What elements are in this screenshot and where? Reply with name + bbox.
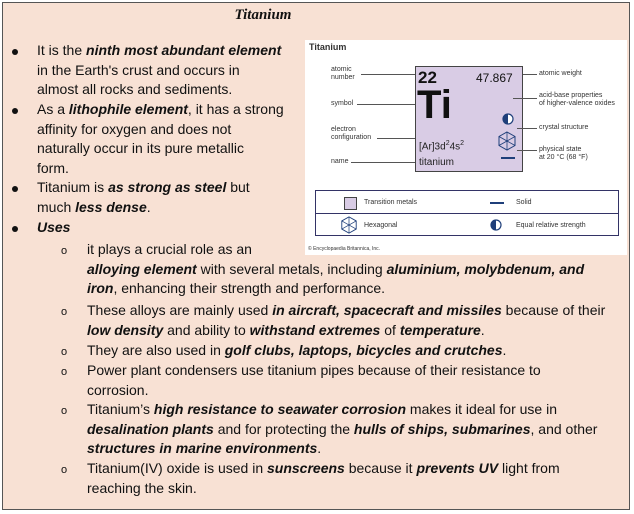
- atomic-weight-label: atomic weight: [539, 70, 582, 77]
- text: , and other: [530, 420, 598, 437]
- leader-line: [361, 74, 415, 75]
- acid-base-label: acid-base properties of higher-valence oxides: [539, 92, 615, 107]
- text: 2: [445, 140, 450, 147]
- text: with several metals, including: [196, 260, 387, 277]
- legend-solid: Solid: [516, 199, 532, 206]
- element-tile: [415, 66, 523, 172]
- emphasis: sunscreens: [267, 460, 345, 476]
- hexagonal-legend-icon: [340, 216, 358, 234]
- half-circle-legend-icon: [490, 219, 502, 231]
- atomic-weight: 47.867: [476, 71, 513, 85]
- text: it plays a crucial role as an: [87, 241, 252, 257]
- bullet-lithophile: [37, 100, 301, 178]
- bullet-marker: [12, 186, 18, 192]
- text: form.: [37, 159, 69, 176]
- emphasis: as strong as steel: [108, 179, 227, 195]
- emphasis: alloying element: [87, 260, 197, 277]
- text: in the Earth's crust and occurs in: [37, 61, 240, 78]
- leader-line: [377, 138, 415, 139]
- leader-line: [357, 104, 415, 105]
- bullet-strength: [37, 178, 301, 217]
- sub-bullet-marker: o: [61, 346, 68, 358]
- use-golf-clubs: [87, 341, 627, 361]
- bullet-abundance: [37, 41, 297, 100]
- leader-line: [517, 150, 537, 151]
- figure-legend: [315, 190, 619, 236]
- text: , enhancing their strength and performance.: [113, 280, 386, 296]
- text: [Ar]3d: [419, 141, 446, 153]
- emphasis: desalination plants: [87, 420, 214, 437]
- emphasis: aluminium, molybdenum, and: [386, 260, 585, 277]
- text: because of their: [501, 302, 606, 318]
- electron-configuration: [419, 140, 464, 152]
- text: It is the: [37, 42, 87, 58]
- text: Titanium(IV) oxide is used in: [87, 460, 267, 476]
- text: Titanium is: [37, 179, 109, 195]
- text: of: [380, 321, 400, 338]
- name-label: name: [331, 158, 349, 165]
- sub-bullet-marker: o: [61, 245, 68, 257]
- text: .: [502, 342, 507, 358]
- text: but: [226, 179, 250, 195]
- text: They are also used in: [87, 342, 225, 358]
- legend-hexagonal: Hexagonal: [364, 222, 398, 229]
- sub-bullet-marker: o: [61, 366, 68, 378]
- periodic-element-figure: [305, 40, 627, 255]
- text: makes it ideal for use in: [406, 401, 557, 417]
- legend-divider: [316, 213, 618, 214]
- atomic-number-label: atomic number: [331, 66, 355, 81]
- uses-heading: Uses: [37, 219, 71, 235]
- element-symbol: Ti: [417, 83, 452, 127]
- electron-config-label: electron configuration: [331, 126, 372, 141]
- transition-metals-swatch: [344, 197, 357, 210]
- text: These alloys are mainly used: [87, 302, 273, 318]
- emphasis: temperature: [399, 321, 481, 338]
- half-circle-icon: [502, 113, 514, 125]
- atomic-number: 22: [418, 68, 437, 87]
- text: and ability to: [163, 321, 250, 338]
- text: corrosion.: [87, 381, 149, 398]
- bullet-marker: [12, 226, 18, 232]
- text: .: [146, 198, 151, 215]
- text: almost all rocks and sediments.: [37, 81, 233, 97]
- text: reaching the skin.: [87, 479, 197, 496]
- legend-transition-metals: Transition metals: [364, 199, 418, 206]
- text: 4s: [449, 141, 461, 153]
- sub-bullet-marker: o: [61, 464, 68, 476]
- text: light from: [498, 460, 560, 476]
- emphasis: hulls of ships, submarines: [353, 420, 531, 437]
- emphasis: high resistance to seawater corrosion: [153, 401, 407, 417]
- text: .: [317, 440, 322, 456]
- copyright-note: © Encyclopaedia Britannica, Inc.: [308, 246, 381, 252]
- sub-bullet-marker: o: [61, 306, 68, 318]
- leader-line: [517, 128, 537, 129]
- solid-state-line: [501, 157, 515, 159]
- emphasis: withstand extremes: [249, 321, 381, 338]
- emphasis: low density: [87, 321, 164, 338]
- solid-line-icon: [490, 202, 504, 204]
- use-seawater: [87, 400, 627, 459]
- text: .: [480, 321, 485, 338]
- leader-line: [513, 98, 537, 99]
- text: Power plant condensers use titanium pipes because of their resistance to: [87, 362, 541, 378]
- figure-heading: Titanium: [309, 42, 347, 52]
- leader-line: [351, 162, 415, 163]
- text: Titanium’s: [87, 401, 154, 417]
- emphasis: less dense: [75, 198, 147, 215]
- emphasis: golf clubs, laptops, bicycles and crutches: [224, 342, 503, 358]
- emphasis: iron: [87, 280, 114, 296]
- text: much: [37, 198, 76, 215]
- emphasis: in aircraft, spacecraft and missiles: [272, 302, 502, 318]
- crystal-structure-label: crystal structure: [539, 124, 589, 131]
- hexagonal-crystal-icon: [497, 131, 517, 151]
- bullet-marker: [12, 108, 18, 114]
- text: 2: [460, 140, 465, 147]
- text: affinity for oxygen and does not: [37, 120, 232, 137]
- symbol-label: symbol: [331, 100, 354, 107]
- legend-equal-strength: Equal relative strength: [516, 222, 586, 229]
- emphasis: lithophile element: [68, 101, 188, 117]
- emphasis: prevents UV: [416, 460, 499, 476]
- text: because it: [344, 460, 417, 476]
- bullet-marker: [12, 49, 18, 55]
- text: and for protecting the: [213, 420, 354, 437]
- physical-state-label: physical state at 20 °C (68 °F): [539, 146, 588, 161]
- leader-line: [523, 74, 537, 75]
- sub-bullet-marker: o: [61, 405, 68, 417]
- use-sunscreen: [87, 459, 627, 498]
- text: naturally occur in its pure metallic: [37, 140, 244, 156]
- emphasis: ninth most abundant element: [86, 42, 282, 58]
- text: , it has a strong: [187, 101, 284, 117]
- text: As a: [37, 101, 69, 117]
- element-name: titanium: [419, 157, 455, 168]
- emphasis: structures in marine environments: [87, 440, 318, 456]
- use-aircraft: [87, 301, 627, 340]
- page-title: Titanium: [234, 7, 292, 23]
- use-condensers: [87, 361, 627, 400]
- content-box: [2, 2, 630, 510]
